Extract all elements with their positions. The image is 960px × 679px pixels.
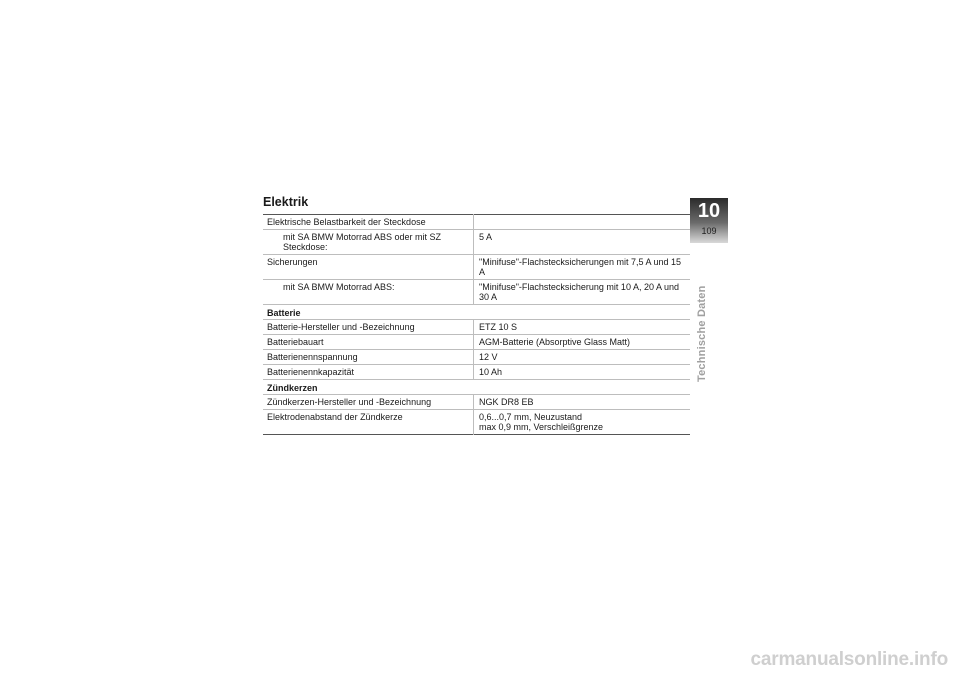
spec-label: Sicherungen — [267, 257, 318, 267]
table-row — [263, 230, 690, 255]
spec-value: AGM-Batterie (Absorptive Glass Matt) — [474, 335, 691, 350]
chapter-number: 10 — [697, 200, 721, 222]
spec-label: Batteriebauart — [267, 337, 324, 347]
chapter-title: Technische Daten — [696, 285, 708, 382]
table-subheading-row — [263, 305, 690, 320]
table-row — [263, 395, 690, 410]
spec-value: "Minifuse"-Flachstecksicherung mit 10 A, 20 A und 30 A — [474, 280, 691, 305]
spec-label: mit SA BMW Motorrad ABS oder mit SZ Steckdose: — [283, 232, 442, 252]
subheading-batterie: Batterie — [267, 308, 301, 318]
spec-label: Batterienennkapazität — [267, 367, 355, 377]
spec-label: Batterie-Hersteller und -Bezeichnung — [267, 322, 415, 332]
table-row — [263, 335, 690, 350]
spec-label: mit SA BMW Motorrad ABS: — [283, 282, 395, 292]
table-subheading-row — [263, 380, 690, 395]
table-row — [263, 365, 690, 380]
spec-label: Batterienennspannung — [267, 352, 358, 362]
page-number: 109 — [701, 226, 717, 236]
table-row — [263, 410, 690, 435]
table-row — [263, 215, 690, 230]
section-title: Elektrik — [263, 195, 309, 209]
table-row — [263, 255, 690, 280]
spec-value — [474, 215, 691, 230]
subheading-zuendkerzen: Zündkerzen — [267, 383, 318, 393]
spec-value: ETZ 10 S — [474, 320, 691, 335]
table-row — [263, 280, 690, 305]
spec-label: Elektrodenabstand der Zündkerze — [267, 412, 403, 422]
spec-value: 12 V — [474, 350, 691, 365]
spec-value-line: 0,6...0,7 mm, Neuzustand — [479, 412, 583, 422]
chapter-tab — [690, 198, 728, 243]
spec-table — [263, 214, 690, 435]
spec-value-line: max 0,9 mm, Verschleißgrenze — [479, 422, 604, 432]
table-row — [263, 350, 690, 365]
spec-value: NGK DR8 EB — [474, 395, 691, 410]
spec-value — [474, 410, 691, 435]
watermark: carmanualsonline.info — [750, 649, 948, 670]
spec-value: "Minifuse"-Flachstecksicherungen mit 7,5 A und 15 A — [474, 255, 691, 280]
table-row — [263, 320, 690, 335]
spec-label: Zündkerzen-Hersteller und -Bezeichnung — [267, 397, 432, 407]
spec-value: 10 Ah — [474, 365, 691, 380]
spec-label: Elektrische Belastbarkeit der Steckdose — [267, 217, 426, 227]
spec-value: 5 A — [474, 230, 691, 255]
